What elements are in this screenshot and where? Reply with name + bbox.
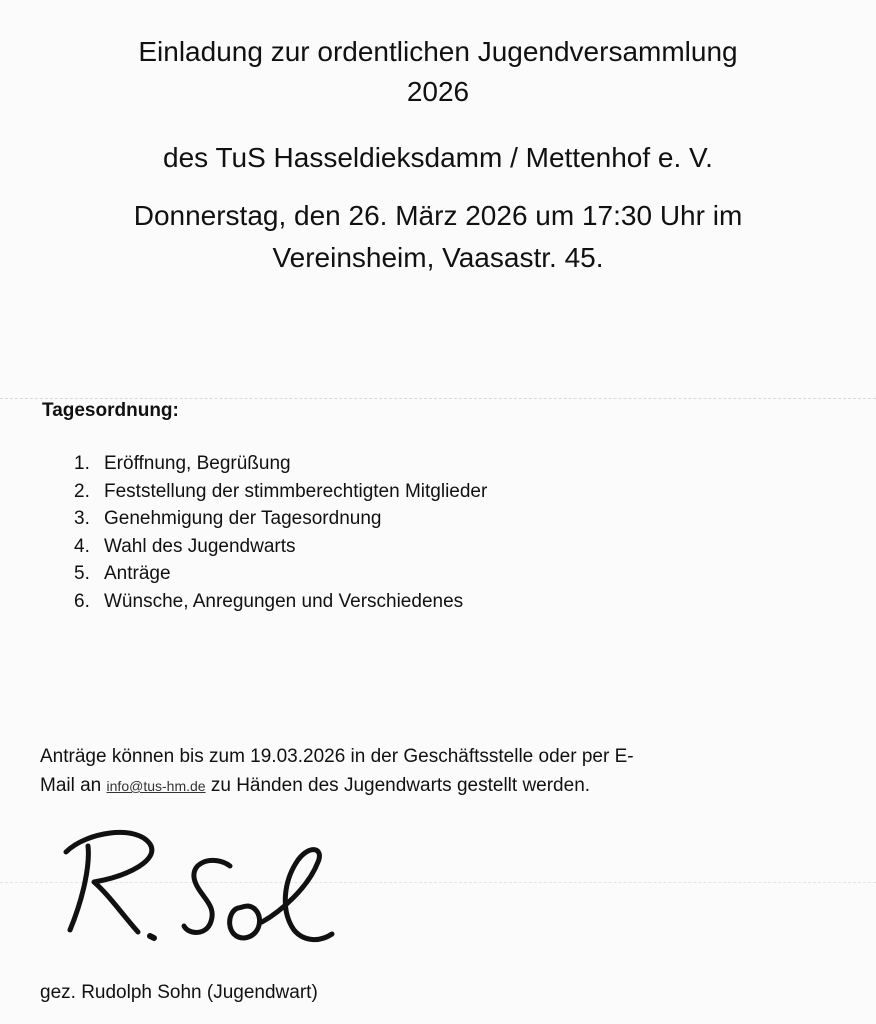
document-title: Einladung zur ordentlichen Jugendversammlung bbox=[138, 36, 738, 67]
agenda-item-text: Eröffnung, Begrüßung bbox=[104, 453, 291, 474]
notice-line-2-start: Mail an bbox=[40, 775, 102, 796]
agenda-list bbox=[74, 450, 487, 616]
document-title-year: 2026 bbox=[406, 76, 470, 107]
agenda-item-number: 6. bbox=[74, 590, 90, 612]
agenda-item bbox=[74, 478, 487, 506]
agenda-item-text: Anträge bbox=[104, 563, 171, 585]
notice-line-1: Anträge können bis zum 19.03.2026 in der Geschäftsstelle oder per E- bbox=[40, 746, 634, 767]
agenda-item bbox=[74, 588, 487, 616]
meeting-date: Donnerstag, den 26. März 2026 um 17:30 Uhr im bbox=[133, 200, 743, 231]
motion-deadline-notice bbox=[40, 742, 830, 801]
agenda-item bbox=[74, 560, 487, 588]
agenda-item-number: 2. bbox=[74, 480, 90, 502]
notice-line-2-end: zu Händen des Jugendwarts gestellt werden. bbox=[210, 775, 591, 796]
agenda-item-number: 4. bbox=[74, 535, 90, 557]
agenda-item-text: Feststellung der stimmberechtigten Mitglieder bbox=[104, 480, 488, 502]
signature-caption: gez. Rudolph Sohn (Jugendwart) bbox=[40, 982, 318, 1003]
agenda-item bbox=[74, 505, 487, 533]
agenda-heading: Tagesordnung: bbox=[42, 400, 179, 421]
agenda-item-number: 1. bbox=[74, 453, 90, 474]
agenda-item bbox=[74, 533, 487, 561]
agenda-item-text: Wahl des Jugendwarts bbox=[104, 535, 296, 557]
meeting-location: Vereinsheim, Vaasastr. 45. bbox=[272, 242, 604, 273]
agenda-item-number: 5. bbox=[74, 563, 90, 585]
agenda-item-number: 3. bbox=[74, 508, 90, 530]
agenda-item-text: Wünsche, Anregungen und Verschiedenes bbox=[104, 590, 464, 612]
club-name: des TuS Hasseldieksdamm / Mettenhof e. V. bbox=[163, 142, 713, 173]
handwritten-signature bbox=[58, 818, 348, 952]
agenda-item-text: Genehmigung der Tagesordnung bbox=[104, 508, 382, 530]
agenda-item bbox=[74, 450, 487, 478]
email-link[interactable]: info@tus-hm.de bbox=[106, 778, 206, 794]
